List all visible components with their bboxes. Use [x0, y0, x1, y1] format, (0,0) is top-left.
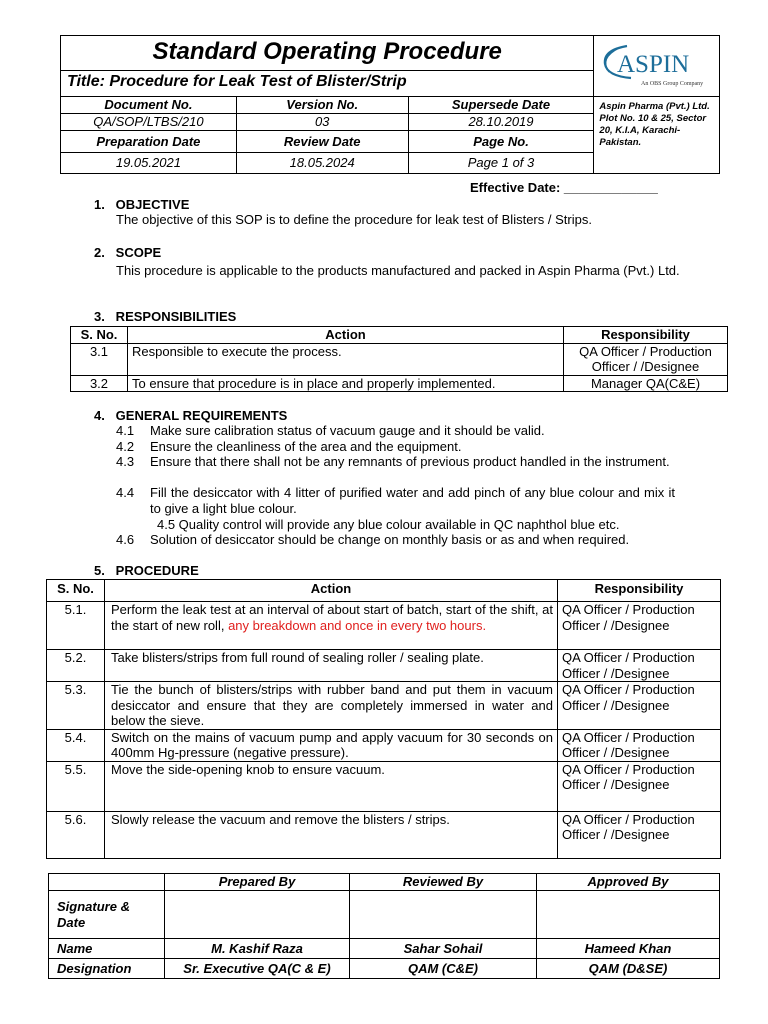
label-page-no: Page No.	[408, 131, 594, 153]
signature-approved	[537, 891, 720, 939]
table-row	[71, 343, 728, 375]
designation-reviewed: QAM (C&E)	[350, 959, 537, 979]
item-text: Fill the desiccator with 4 litter of purified water and add pinch of any blue colour and mix it to give a light blue colour.	[150, 485, 675, 516]
company-logo	[594, 36, 720, 97]
row-label-name: Name	[49, 939, 165, 959]
col-reviewed-by: Reviewed By	[350, 874, 537, 891]
item-text: Make sure calibration status of vacuum gauge and it should be valid.	[150, 423, 545, 438]
document-title: Title: Procedure for Leak Test of Blister/Strip	[61, 70, 594, 96]
row-action: Tie the bunch of blisters/strips with rubber band and put them in vacuum desiccator and ensure that they are completely immersed in water and below the sieve.	[105, 682, 558, 730]
section-procedure-heading: 5. PROCEDURE	[94, 563, 199, 578]
col-s-no: S. No.	[71, 327, 128, 344]
item-text: Solution of desiccator should be change on monthly basis or as and when required.	[150, 532, 630, 548]
row-action: Switch on the mains of vacuum pump and apply vacuum for 30 seconds on 400mm Hg-pressure (negative pressure).	[105, 729, 558, 761]
value-preparation-date: 19.05.2021	[61, 153, 237, 174]
label-document-no: Document No.	[61, 97, 237, 114]
col-approved-by: Approved By	[537, 874, 720, 891]
label-review-date: Review Date	[236, 131, 408, 153]
item-text: Ensure the cleanliness of the area and the equipment.	[150, 438, 462, 454]
section-objective-heading: 1. OBJECTIVE	[94, 197, 190, 212]
row-responsibility: Manager QA(C&E)	[564, 375, 728, 392]
label-version-no: Version No.	[236, 97, 408, 114]
row-responsibility: QA Officer / Production Officer / /Designee	[558, 682, 721, 730]
item-text: 4.5 Quality control will provide any blue colour available in QC naphthol blue etc.	[157, 516, 620, 532]
item-number: 4.1	[116, 423, 135, 438]
table-row	[47, 650, 721, 682]
item-number: 4.2	[116, 438, 135, 454]
value-supersede-date: 28.10.2019	[408, 114, 594, 131]
col-prepared-by: Prepared By	[165, 874, 350, 891]
section-general-requirements-heading: 4. GENERAL REQUIREMENTS	[94, 408, 288, 423]
col-action: Action	[128, 327, 564, 344]
table-row	[47, 761, 721, 811]
row-action: To ensure that procedure is in place and properly implemented.	[128, 375, 564, 392]
section-scope-heading: 2. SCOPE	[94, 245, 162, 260]
row-label-designation: Designation	[49, 959, 165, 979]
row-responsibility: QA Officer / Production Officer / /Designee	[558, 729, 721, 761]
value-version-no: 03	[236, 114, 408, 131]
item-number: 4.6	[116, 532, 135, 548]
value-document-no: QA/SOP/LTBS/210	[61, 114, 237, 131]
col-responsibility: Responsibility	[564, 327, 728, 344]
row-no: 5.3.	[47, 682, 105, 730]
row-no: 5.4.	[47, 729, 105, 761]
row-no: 5.1.	[47, 602, 105, 650]
row-no: 5.5.	[47, 761, 105, 811]
action-text-highlight: any breakdown and once in every two hours.	[224, 617, 487, 633]
item-text: Ensure that there shall not be any remnants of previous product handled in the instrument.	[150, 454, 670, 470]
signature-reviewed	[350, 891, 537, 939]
table-row	[47, 682, 721, 730]
row-no: 5.6.	[47, 811, 105, 858]
company-address: Aspin Pharma (Pvt.) Ltd. Plot No. 10 & 25, Sector 20, K.I.A, Karachi-Pakistan.	[594, 97, 720, 174]
name-reviewed: Sahar Sohail	[350, 939, 537, 959]
row-responsibility: QA Officer / Production Officer / /Designee	[564, 343, 728, 375]
label-supersede-date: Supersede Date	[408, 97, 594, 114]
logo-tagline: An OBS Group Company	[640, 81, 703, 87]
designation-prepared: Sr. Executive QA(C & E)	[165, 959, 350, 979]
row-action: Responsible to execute the process.	[128, 343, 564, 375]
effective-date: Effective Date: _____________	[470, 180, 658, 195]
table-row	[47, 729, 721, 761]
row-no: 3.2	[71, 375, 128, 392]
row-responsibility: QA Officer / Production Officer / /Designee	[558, 602, 721, 650]
name-prepared: M. Kashif Raza	[165, 939, 350, 959]
procedure-table	[46, 579, 721, 859]
row-responsibility: QA Officer / Production Officer / /Designee	[558, 811, 721, 858]
row-no: 5.2.	[47, 650, 105, 682]
table-row	[47, 602, 721, 650]
table-row	[47, 811, 721, 858]
logo-wordmark: ASPIN	[616, 51, 689, 78]
page-title: Standard Operating Procedure	[61, 36, 594, 71]
sop-header	[60, 35, 720, 174]
table-row	[71, 375, 728, 392]
row-action	[105, 602, 558, 650]
row-label-signature: Signature & Date	[49, 891, 165, 939]
row-responsibility: QA Officer / Production Officer / /Designee	[558, 761, 721, 811]
section-responsibilities-heading: 3. RESPONSIBILITIES	[94, 309, 237, 324]
col-action: Action	[105, 580, 558, 602]
label-preparation-date: Preparation Date	[61, 131, 237, 153]
list-item	[157, 517, 619, 533]
row-no: 3.1	[71, 343, 128, 375]
action-text: Perform the leak test at an interval of about start of batch, start of the shift, at the start of new roll,	[111, 602, 553, 633]
section-objective-text: The objective of this SOP is to define the procedure for leak test of Blisters / Strips.	[116, 212, 592, 227]
responsibilities-table	[70, 326, 728, 392]
item-number: 4.3	[116, 454, 135, 470]
designation-approved: QAM (D&SE)	[537, 959, 720, 979]
name-approved: Hameed Khan	[537, 939, 720, 959]
row-responsibility: QA Officer / Production Officer / /Designee	[558, 650, 721, 682]
signoff-corner	[49, 874, 165, 891]
col-responsibility: Responsibility	[558, 580, 721, 602]
item-number: 4.4	[116, 485, 135, 501]
aspin-logo-icon	[597, 36, 717, 92]
signoff-table	[48, 873, 720, 979]
col-s-no: S. No.	[47, 580, 105, 602]
section-scope-text: This procedure is applicable to the products manufactured and packed in Aspin Pharma (Pvt.) Ltd.	[116, 263, 680, 278]
row-action: Slowly release the vacuum and remove the blisters / strips.	[105, 811, 558, 858]
general-requirements-list	[116, 423, 676, 548]
row-action: Move the side-opening knob to ensure vacuum.	[105, 761, 558, 811]
signature-prepared	[165, 891, 350, 939]
row-action: Take blisters/strips from full round of sealing roller / sealing plate.	[105, 650, 558, 682]
value-review-date: 18.05.2024	[236, 153, 408, 174]
value-page-no: Page 1 of 3	[408, 153, 594, 174]
